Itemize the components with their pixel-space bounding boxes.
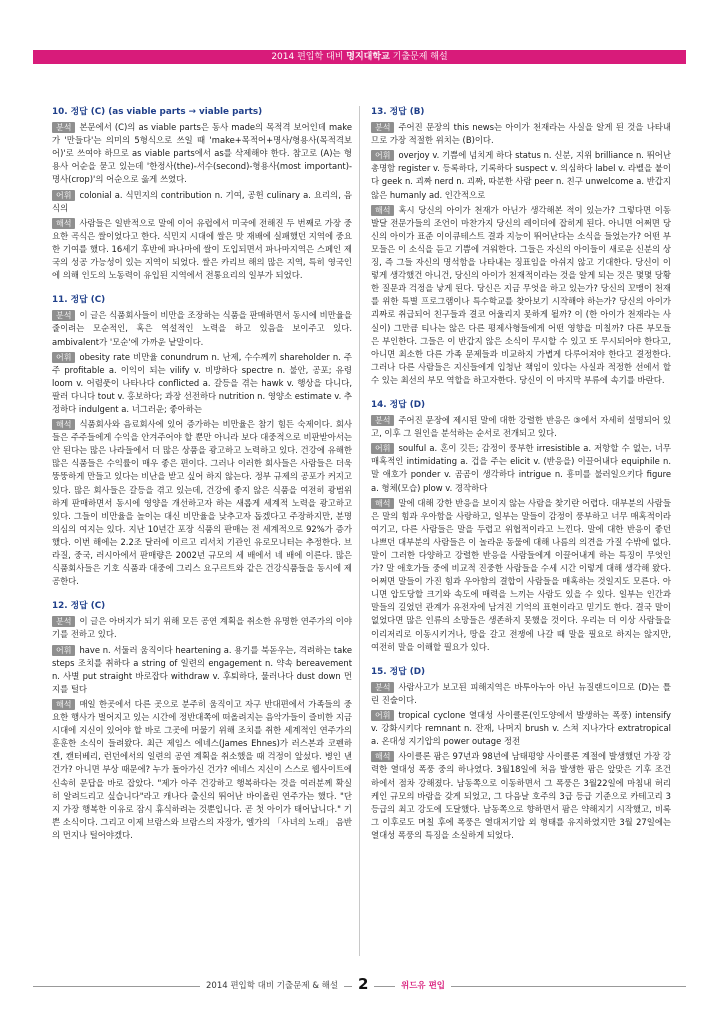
vocab-paragraph xyxy=(52,189,352,215)
vocab-tag: 어휘 xyxy=(371,150,394,161)
question-heading: 15. 정답 (D) xyxy=(371,666,426,677)
analysis-paragraph xyxy=(371,414,671,440)
vocab-text: soulful a. 혼이 깃든; 감정이 풍부한 irresistible a. 저항할 수 없는, 너무 매혹적인 intimidating a. 겁을 주는 elicit v. (반응을) 이끌어내다 equiphile n. 말 애호가 ponder v. 곰곰이 생각하다 intrigue n. 흥미를 불러일으키다 figure a. 형체(모습) plow v. 경작하다 xyxy=(371,443,671,493)
analysis-paragraph xyxy=(371,121,671,147)
header-school: 명지대학교 xyxy=(346,52,390,62)
analysis-tag: 분석 xyxy=(52,616,75,627)
translation-text: 사람들은 일반적으로 말에 이어 유럽에서 미국에 전해진 두 번째로 가장 중요한 곡식은 쌀이었다고 한다. 식민지 시대에 쌀은 맛 재배에 실패했던 지역에 중요한 기여를 했다. 16세기 후반에 파나마에 쌀이 도입되면서 파나마지역은 스페인 제국의 성공 가능성이 있는 지역이 되었다. 쌀은 카리브 해의 많은 지역, 특히 영국인에 의해 인도의 노동력이 유입된 지역에서 전통요리의 일부가 되었다. xyxy=(52,217,352,281)
vocab-tag: 어휘 xyxy=(52,352,75,363)
page-footer xyxy=(0,977,720,997)
translation-tag: 해석 xyxy=(52,218,75,229)
translation-text: 혹시 당신의 아이가 천재가 아닌가 생각해본 적이 있는가? 그렇다면 이동 발달 전문가들의 조언이 마찬가지 당신의 레이더에 잡히게 된다. 아니면 어쩌면 당신의 아이가 표준 이이큐테스트 결과 지능이 뛰어난다는 소식을 들었는가? 어떤 부모들은 이 소식을 듣고 기쁨에 겨워한다. 그들은 자신의 아이들이 새로운 신분의 상징, 즉 그들 자신의 명석함을 나타내는 징표임을 아쉬지 않고 기대한다. 당신이 이렇게 생각했건 아니건, 당신의 아이가 천재적이라는 것을 알게 되는 것은 몇몇 당황한 질문과 걱정을 낳게 된다. 당신은 지금 무엇을 하고 있는가? 당신의 꼬맹이 천재를 위한 특별 프로그램이나 특수학교를 찾아보기 시작해야 하는가? 당신의 아이가 괴짜로 취급되어 친구들과 결코 어울리지 못하게 될까? 이 (한 아이가 천재라는 사실이) 그만큼 티나는 않은 다른 평제사형들에게 어떤 영향을 미칠까? 다른 부모들은 부인한다. 그들은 이 반갑지 않은 소식이 무시할 수 있고 또 무시되어야 한다고, 아니면 최소한 다른 가족 문제들과 비교하지 가볍게 다루어져야 한다고 결정한다. 그러나 다른 사람들은 지신들에게 입청난 책임이 있다는 사실과 적정한 선에서 할 수 있는 최선의 부모 역할을 하고자한다. 당신이 이 마지막 부류에 속기를 바란다. xyxy=(371,204,671,385)
vocab-tag: 어휘 xyxy=(371,710,394,721)
analysis-tag: 분석 xyxy=(52,310,75,321)
analysis-tag: 분석 xyxy=(371,122,394,133)
analysis-text: 주어진 문장에 제시된 말에 대한 강렬한 반응은 ③에서 자세히 설명되어 있고, 이후 그 원인을 분석하는 순서로 전개되고 있다. xyxy=(371,415,671,439)
translation-paragraph xyxy=(52,418,352,588)
analysis-text: 주어진 문장의 this news는 아이가 천재라는 사실을 알게 된 것을 나타내므로 가장 적절한 위치는 (B)이다. xyxy=(371,122,671,146)
left-column xyxy=(52,106,352,854)
question-heading: 10. 정답 (C) (as viable parts → viable parts) xyxy=(52,107,263,117)
question-heading: 13. 정답 (B) xyxy=(371,107,425,117)
header-suffix: 기출문제 해설 xyxy=(389,52,448,62)
translation-text: 말에 대해 강한 반응을 보이지 않는 사람을 찾기란 어렵다. 대부분의 사람들은 말의 힘과 우아함을 사랑하고, 일부는 말들이 감정이 풍부하고 너무 매혹적이라 여기고, 다른 사람들은 말을 두렵고 위협적이라고 느낀다. 말에 대한 반응이 좋던 나쁘던 대부분의 사람들은 이 놀라운 동물에 대해 나름의 의견을 가질 수밖에 없다. 말이 그러한 다양하고 강렬한 반응을 사람들에게 이끌어내게 하는 특징이 무엇인가? 말 애호가들 중에 비교적 진중한 사람들을 수세 시간 이렇게 대해 생각해 왔다. 어쩌면 말들이 가진 힘과 우아함의 결합이 사람들을 매혹하는 것일지도 모른다. 아니면 압도당할 크기와 속도에 매력을 느끼는 사람도 있을 수 있다. 일부는 인간과 말들의 길었던 관계가 유전자에 남겨진 기억의 표현이라고 믿기도 한다. 결국 말이 없었다면 많은 인류의 소망들은 생존하지 못했을 것이다. 우리는 더 이상 사람들을 이리저리로 이동시키거나, 땅을 갈고 전쟁에 나갈 때 말을 필요로 하지는 않지만, 여전히 말을 이해할 필요가 있다. xyxy=(371,497,671,652)
translation-paragraph xyxy=(52,217,352,282)
question-block xyxy=(52,294,352,588)
translation-tag: 해석 xyxy=(371,205,394,216)
analysis-text: 이 글은 아버지가 되기 위해 모든 공연 계획을 취소한 유명한 연주가의 이야기를 전하고 있다. xyxy=(52,616,352,640)
question-heading: 11. 정답 (C) xyxy=(52,295,106,306)
vocab-paragraph xyxy=(52,644,352,696)
vocab-paragraph xyxy=(371,709,671,748)
analysis-tag: 분석 xyxy=(52,122,75,133)
vocab-paragraph xyxy=(371,442,671,494)
translation-tag: 해석 xyxy=(52,699,75,710)
question-block xyxy=(371,666,671,842)
question-block xyxy=(371,399,671,654)
translation-text: 사이클론 팜은 97년과 98년에 남태평양 사이클론 계절에 발생했던 가장 강력한 열대성 폭풍 중의 하나였다. 3월18일에 처음 발생한 팜은 앞맞은 기후 조건 하에서 점차 강해졌다. 남동쪽으로 이동하면서 그 폭풍은 3월22일에 마침내 허리케인 규모의 바람을 갖게 되었고, 그 다음날 호주의 3급 등급 기준으로 카테고리 3등급의 최고 강도에 도달했다. 남동쪽으로 향하면서 팜은 약해지기 시작했고, 비록 그 이후로도 며칠 후에 폭풍은 열대저기압 외 형태를 유지하였지만 3월 27일에는 열대성 폭풍의 특징을 소실하게 되었다. xyxy=(371,751,671,840)
translation-paragraph xyxy=(371,750,671,842)
translation-tag: 해석 xyxy=(371,751,394,762)
vocab-text: obesity rate 비만율 conundrum n. 난제, 수수께끼 shareholder n. 주주 profitable a. 이익이 되는 vilify v. 비방하다 spectre n. 불안, 공포; 유령 loom v. 어렴풋이 나타나다 conflicted a. 갈등을 겪는 hawk v. 행상을 다니다, 팔러 다니다 tout v. 홍보하다; 과장 선전하다 nutrition n. 영양소 estimate v. 추정하다 indulgent a. 너그러운; 좋아하는 xyxy=(52,351,352,414)
vocab-text: have n. 서둘러 움직이다 heartening a. 용기를 북돋우는, 격려하는 take steps 조치를 취하다 a string of 일련의 engagement n. 약속 bereavement n. 사별 put straight 바로잡다 withdraw v. 후퇴하다, 물러나다 dust down 먼지를 털다 xyxy=(52,644,352,694)
analysis-tag: 분석 xyxy=(371,682,394,693)
right-column xyxy=(371,106,671,854)
question-block xyxy=(52,106,352,282)
analysis-paragraph xyxy=(52,121,352,186)
question-heading: 12. 정답 (C) xyxy=(52,601,106,612)
analysis-paragraph xyxy=(371,681,671,707)
analysis-text: 사람사고가 보고된 피해지역은 바투아누아 아닌 뉴질랜드이므로 (D)는 틀린 진술이다. xyxy=(371,681,671,705)
analysis-text: 이 글은 식품회사들이 비만을 조장하는 식품을 판매하면서 동시에 비만율을 줄이려는 모순적인, 혹은 역설적인 노력을 하고 있음을 보이주고 있다. ambivalent가 '모순'에 가까운 낱말이다. xyxy=(52,310,352,347)
column-divider xyxy=(359,106,360,956)
question-heading: 14. 정답 (D) xyxy=(371,399,426,410)
translation-paragraph xyxy=(371,204,671,387)
vocab-tag: 어휘 xyxy=(52,190,75,201)
footer-text: 2014 편입학 대비 기출문제 & 해설 xyxy=(200,979,344,991)
translation-text: 매일 한곳에서 다른 곳으로 분주히 움직이고 자구 반대편에서 가족들의 중요한 행사가 벌어지고 있는 시간에 정반대쪽에 떠올려지는 음악가들이 즐비한 지금 시대에 지신이 있어야 할 바로 그곳에 머물기 위해 조치를 취한 세계적인 연주가의 훈훈한 소식이 들려왔다. 최근 제임스 에네스(James Ehnes)가 러스본과 코펜하겐, 캔터베리, 런던에서의 일련의 공연 계획을 취소했을 때 걱정이 앞섰다. 병인 낸건가? 아니면 부상 때문에? 누가 돌아가신 건가? 에네스 지신이 스스로 웹사이트에 신속히 문답을 바로 잡았다. "제가 아주 건강하고 행복하다는 것을 여러분께 확실히 알려드리고 싶습니다"라고 캐나다 출신의 뛰어난 바이올린 연주가는 했다. "단지 가장 행복한 이유로 잠시 휴식하려는 것뿐입니다. 곧 첫 아이가 태어납니다." 기쁜 소식이다. 그리고 이제 브람스와 브람스의 자장가, 엘가의 「사녀의 노래」 음반의 먼지나 털어야겠다. xyxy=(52,698,352,840)
vocab-tag: 어휘 xyxy=(52,645,75,656)
question-block xyxy=(371,106,671,387)
vocab-paragraph xyxy=(371,149,671,201)
vocab-paragraph xyxy=(52,351,352,416)
translation-tag: 해석 xyxy=(52,419,75,430)
translation-text: 식품회사와 음료회사에 있어 증가하는 비만율은 참기 힘든 숙제이다. 회사들은 주주들에게 수익을 안겨주어야 할 뿐만 아니라 보다 대중적으로 비판받아서는 안 된다는 많은 나라들에서 더 많은 상품을 광고하고 노력하고 있다. 건강에 유해한 많은 식품들은 수익률이 매우 좋은 편이다. 그러나 이러한 회사들은 사람들은 더욱 뚱뚱하게 만들고 있다는 비난을 받고 싶어 하지 않는다. 정부 규제의 공포가 커지고 있다. 많은 회사들은 갈등을 겪고 있는데, 건강에 좋지 않은 식품을 여전히 광범위하게 판매하면서 동시에 영양을 개선하고자 하는 새롭게 세계적 노력을 광고하고 있다. 그들이 비만율을 높이는 대신 비만율을 낮추고자 돕겠다고 주장하지만, 분명 의심의 여지는 있다. 지난 10년간 포장 식품의 판매는 전 세계적으로 92%가 증가했다. 이번 해에는 2.2조 달러에 이르고 리서치 기관인 유로모니터는 추정한다. 브라질, 중국, 러시아에서 판매량은 2002년 규모의 세 배에서 네 배에 이른다. 많은 식품회사들은 기호 식품과 대중에 그리스 요구르트와 같은 건강식품들을 동시에 제공한다. xyxy=(52,419,352,587)
question-block xyxy=(52,600,352,842)
vocab-tag: 어휘 xyxy=(371,443,394,454)
analysis-paragraph xyxy=(52,615,352,641)
vocab-text: tropical cyclone 열대성 사이클론(인도양에서 발생하는 폭풍) intensify v. 강화시키다 remnant n. 잔재, 나머지 brush v. 스쳐 지나가다 extratropical a. 온대성 지기압의 power outage 정전 xyxy=(371,710,671,747)
header-prefix: 2014 편입학 대비 xyxy=(271,52,347,62)
page-number: 2 xyxy=(352,975,374,993)
translation-paragraph xyxy=(52,698,352,842)
vocab-text: colonial a. 식민지의 contribution n. 기여, 공헌 culinary a. 요리의, 음식의 xyxy=(52,189,352,213)
analysis-text: 본문에서 (C)의 as viable parts은 동사 made의 목적격 보어인데 make가 '만들다'는 의미의 5형식으로 쓰일 때 'make+목적어+명사/형용사(목적격보어)'로 쓰여야 하므로 as viable parts에서 as를 삭제해야 한다. 참고로 (A)는 형용사 어순을 묻고 있는데 '한정사(the)-서수(second)-형용사(most important)-명사(crop)'의 어순으로 옳게 쓰였다. xyxy=(52,122,352,185)
header-banner xyxy=(33,50,686,64)
analysis-paragraph xyxy=(52,309,352,348)
vocab-text: overjoy v. 기쁨에 넘치게 하다 status n. 신분, 지위 brilliance n. 뛰어난 총명함 register v. 등록하다, 기록하다 suspect v. 의심하다 label v. 라벨을 붙이다 geek n. 괴짜 nerd n. 괴짜, 따분한 사람 peer n. 친구 unwelcome a. 반갑지 않은 humanly ad. 인간적으로 xyxy=(371,150,671,200)
analysis-tag: 분석 xyxy=(371,415,394,426)
footer-brand: 위드유 편입 xyxy=(395,979,451,991)
translation-paragraph xyxy=(371,497,671,654)
translation-tag: 해석 xyxy=(371,498,394,509)
